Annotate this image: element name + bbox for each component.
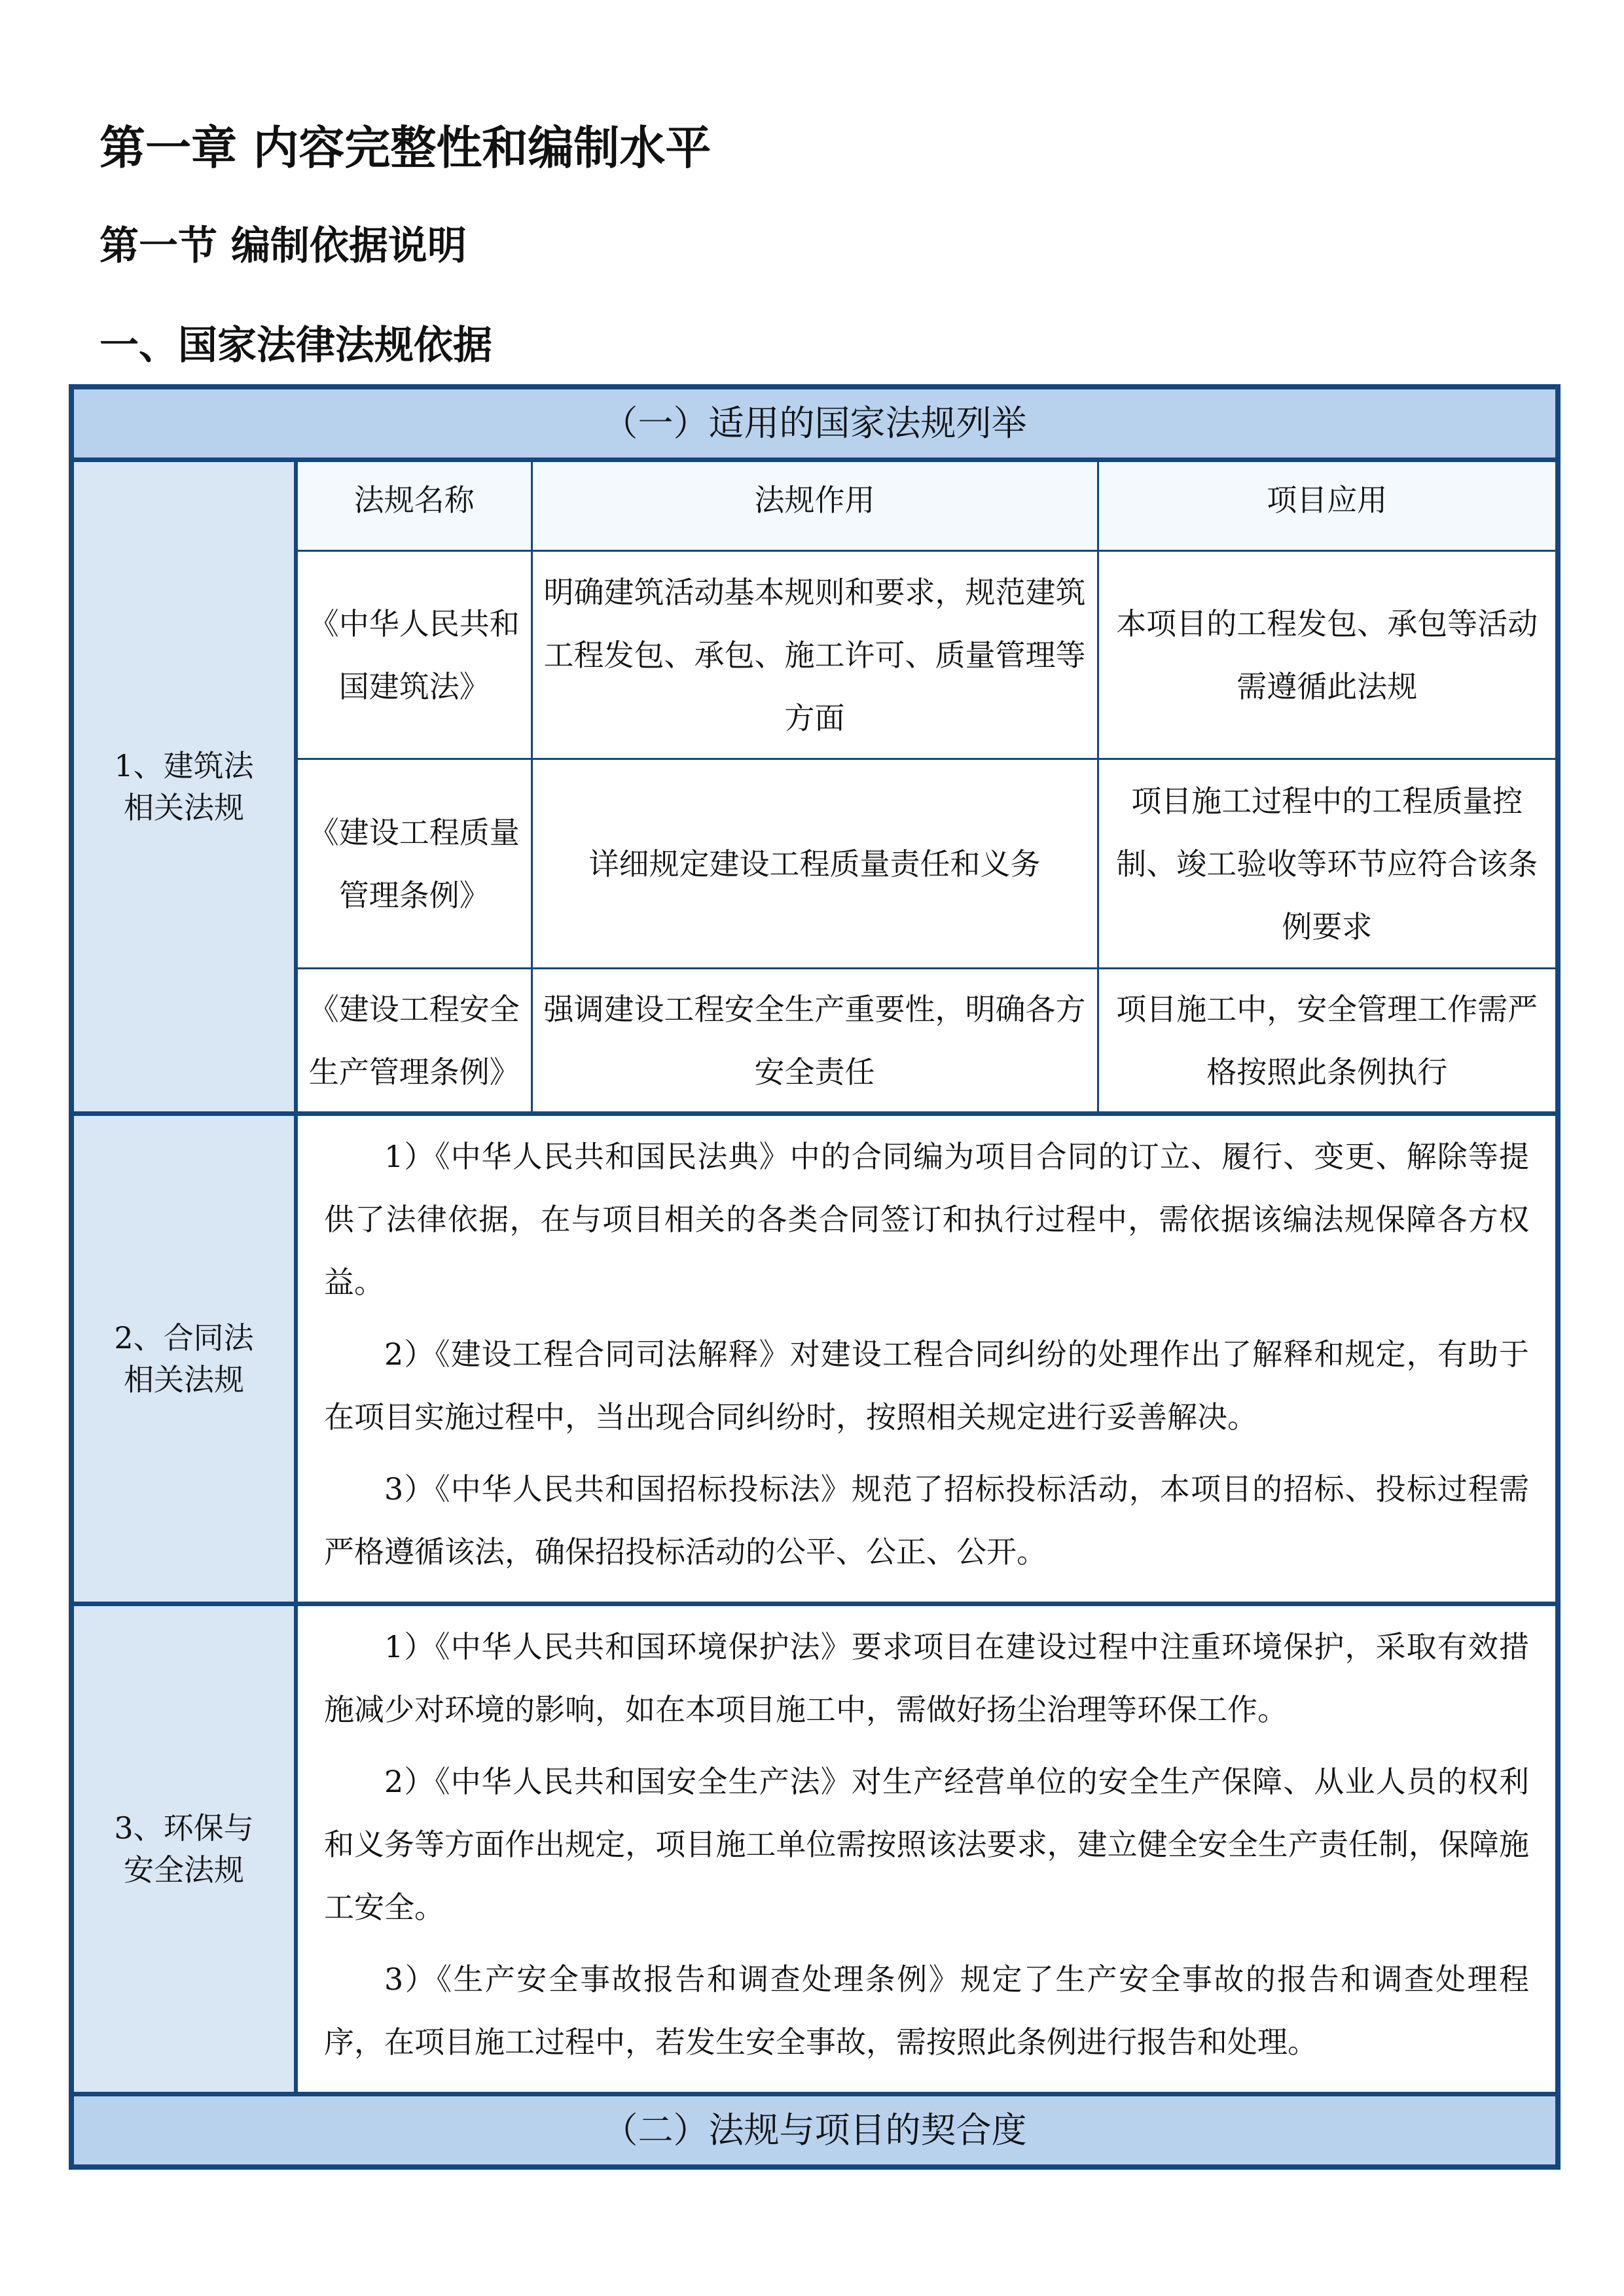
law-application: 本项目的工程发包、承包等活动需遵循此法规 [1098,551,1558,759]
paragraph: 1）《中华人民共和国民法典》中的合同编为项目合同的订立、履行、变更、解除等提供了法律依据，在与项目相关的各类合同签订和执行过程中，需依据该编法规保障各方权益。 [324,1139,1529,1300]
law-name: 《建设工程安全生产管理条例》 [296,969,532,1114]
category-label: 1、建筑法相关法规 [114,748,254,825]
paragraph: 2）《建设工程合同司法解释》对建设工程合同纠纷的处理作出了解释和规定，有助于在项目实施过程中，当出现合同纠纷时，按照相关规定进行妥善解决。 [324,1336,1529,1435]
law-application: 项目施工中，安全管理工作需严格按照此条例执行 [1098,969,1558,1114]
subsection-heading: 一、国家法律法规依据 [99,323,492,368]
law-name: 《建设工程质量管理条例》 [296,759,532,969]
column-header-role: 法规作用 [532,460,1098,551]
contract-law-text [296,1114,1558,1604]
category-env-safety-law [71,1604,296,2094]
column-header-name: 法规名称 [296,460,532,551]
table-title: （一）适用的国家法规列举 [71,387,1558,460]
category-contract-law [71,1114,296,1604]
category-label: 2、合同法相关法规 [114,1320,254,1397]
paragraph: 3）《生产安全事故报告和调查处理条例》规定了生产安全事故的报告和调查处理程序，在项目施工过程中，若发生安全事故，需按照此条例进行报告和处理。 [324,1962,1529,2060]
table-footer-title: （二）法规与项目的契合度 [71,2094,1558,2168]
column-header-application: 项目应用 [1098,460,1558,551]
law-name: 《中华人民共和国建筑法》 [296,551,532,759]
law-role: 明确建筑活动基本规则和要求，规范建筑工程发包、承包、施工许可、质量管理等方面 [532,551,1098,759]
law-application: 项目施工过程中的工程质量控制、竣工验收等环节应符合该条例要求 [1098,759,1558,969]
env-safety-law-text [296,1604,1558,2094]
paragraph: 1）《中华人民共和国环境保护法》要求项目在建设过程中注重环境保护，采取有效措施减少对环境的影响，如在本项目施工中，需做好扬尘治理等环保工作。 [324,1629,1529,1727]
section-heading: 第一节 编制依据说明 [99,223,467,269]
chapter-heading: 第一章 内容完整性和编制水平 [99,121,712,175]
paragraph: 3）《中华人民共和国招标投标法》规范了招标投标活动，本项目的招标、投标过程需严格遵循该法，确保招投标活动的公平、公正、公开。 [324,1471,1529,1570]
paragraph: 2）《中华人民共和国安全生产法》对生产经营单位的安全生产保障、从业人员的权利和义务等方面作出规定，项目施工单位需按照该法要求，建立健全安全生产责任制，保障施工安全。 [324,1764,1529,1925]
category-building-law [71,460,296,1114]
regulations-table [69,384,1561,2170]
category-label: 3、环保与安全法规 [114,1810,254,1888]
law-role: 详细规定建设工程质量责任和义务 [532,759,1098,969]
law-role: 强调建设工程安全生产重要性，明确各方安全责任 [532,969,1098,1114]
